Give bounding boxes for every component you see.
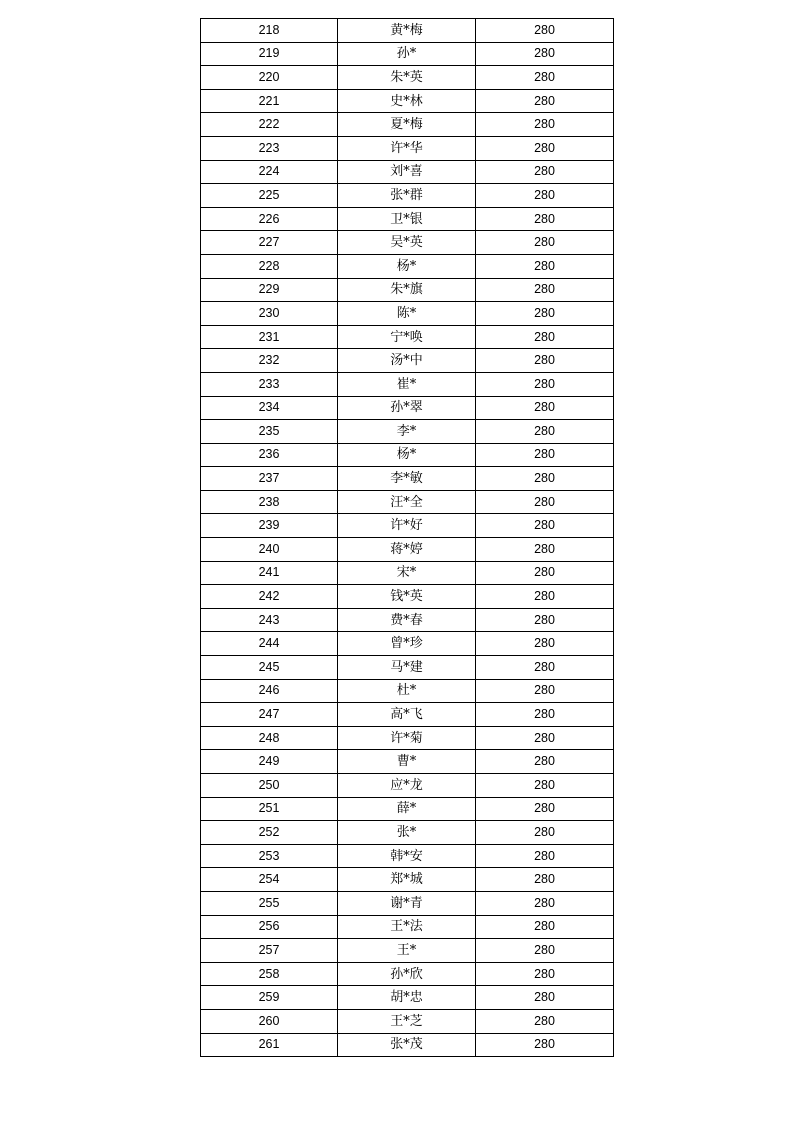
row-number-cell: 221 [201,89,338,113]
recipient-name-cell: 费*春 [338,608,476,632]
recipient-name-cell: 张*茂 [338,1033,476,1057]
recipient-table [200,18,614,1057]
amount-cell: 280 [476,443,614,467]
row-number-cell: 261 [201,1033,338,1057]
recipient-table-body [201,19,614,1057]
amount-cell: 280 [476,939,614,963]
table-row [201,797,614,821]
recipient-name-cell: 曾*珍 [338,632,476,656]
recipient-name-cell: 许*华 [338,136,476,160]
row-number-cell: 244 [201,632,338,656]
recipient-name-cell: 马*建 [338,656,476,680]
amount-cell: 280 [476,325,614,349]
table-row [201,349,614,373]
table-row [201,774,614,798]
recipient-table-container [200,18,613,1057]
recipient-name-cell: 黄*梅 [338,19,476,43]
recipient-name-cell: 蒋*婷 [338,538,476,562]
row-number-cell: 219 [201,42,338,66]
amount-cell: 280 [476,821,614,845]
amount-cell: 280 [476,19,614,43]
recipient-name-cell: 许*菊 [338,726,476,750]
table-row [201,891,614,915]
amount-cell: 280 [476,868,614,892]
table-row [201,750,614,774]
recipient-name-cell: 朱*英 [338,66,476,90]
amount-cell: 280 [476,632,614,656]
recipient-name-cell: 杨* [338,443,476,467]
table-row [201,443,614,467]
row-number-cell: 259 [201,986,338,1010]
recipient-name-cell: 孙*欣 [338,962,476,986]
table-row [201,278,614,302]
row-number-cell: 257 [201,939,338,963]
recipient-name-cell: 王*法 [338,915,476,939]
recipient-name-cell: 孙*翠 [338,396,476,420]
row-number-cell: 218 [201,19,338,43]
table-row [201,986,614,1010]
row-number-cell: 240 [201,538,338,562]
amount-cell: 280 [476,915,614,939]
amount-cell: 280 [476,207,614,231]
row-number-cell: 248 [201,726,338,750]
table-row [201,1009,614,1033]
recipient-name-cell: 杜* [338,679,476,703]
recipient-name-cell: 张* [338,821,476,845]
amount-cell: 280 [476,467,614,491]
row-number-cell: 237 [201,467,338,491]
recipient-name-cell: 宋* [338,561,476,585]
recipient-name-cell: 应*龙 [338,774,476,798]
table-row [201,396,614,420]
amount-cell: 280 [476,372,614,396]
recipient-name-cell: 许*好 [338,514,476,538]
table-row [201,184,614,208]
row-number-cell: 242 [201,585,338,609]
row-number-cell: 235 [201,420,338,444]
table-row [201,89,614,113]
amount-cell: 280 [476,1033,614,1057]
row-number-cell: 256 [201,915,338,939]
row-number-cell: 230 [201,302,338,326]
row-number-cell: 226 [201,207,338,231]
table-row [201,585,614,609]
amount-cell: 280 [476,986,614,1010]
amount-cell: 280 [476,585,614,609]
recipient-name-cell: 崔* [338,372,476,396]
recipient-name-cell: 汤*中 [338,349,476,373]
table-row [201,821,614,845]
row-number-cell: 227 [201,231,338,255]
table-row [201,703,614,727]
row-number-cell: 241 [201,561,338,585]
recipient-name-cell: 王*芝 [338,1009,476,1033]
table-row [201,726,614,750]
amount-cell: 280 [476,514,614,538]
table-row [201,42,614,66]
amount-cell: 280 [476,679,614,703]
recipient-name-cell: 薛* [338,797,476,821]
recipient-name-cell: 张*群 [338,184,476,208]
amount-cell: 280 [476,184,614,208]
recipient-name-cell: 韩*安 [338,844,476,868]
table-row [201,679,614,703]
table-row [201,844,614,868]
row-number-cell: 251 [201,797,338,821]
table-row [201,868,614,892]
table-row [201,136,614,160]
row-number-cell: 253 [201,844,338,868]
amount-cell: 280 [476,254,614,278]
recipient-name-cell: 李*敏 [338,467,476,491]
table-row [201,561,614,585]
amount-cell: 280 [476,608,614,632]
amount-cell: 280 [476,891,614,915]
table-row [201,632,614,656]
table-row [201,962,614,986]
table-row [201,325,614,349]
table-row [201,608,614,632]
amount-cell: 280 [476,396,614,420]
row-number-cell: 232 [201,349,338,373]
row-number-cell: 258 [201,962,338,986]
amount-cell: 280 [476,774,614,798]
amount-cell: 280 [476,703,614,727]
recipient-name-cell: 史*林 [338,89,476,113]
row-number-cell: 249 [201,750,338,774]
row-number-cell: 229 [201,278,338,302]
recipient-name-cell: 王* [338,939,476,963]
recipient-name-cell: 杨* [338,254,476,278]
recipient-name-cell: 刘*喜 [338,160,476,184]
recipient-name-cell: 李* [338,420,476,444]
amount-cell: 280 [476,302,614,326]
row-number-cell: 250 [201,774,338,798]
table-row [201,160,614,184]
amount-cell: 280 [476,844,614,868]
amount-cell: 280 [476,349,614,373]
table-row [201,467,614,491]
recipient-name-cell: 朱*旗 [338,278,476,302]
row-number-cell: 222 [201,113,338,137]
amount-cell: 280 [476,66,614,90]
recipient-name-cell: 夏*梅 [338,113,476,137]
amount-cell: 280 [476,797,614,821]
table-row [201,66,614,90]
row-number-cell: 233 [201,372,338,396]
table-row [201,254,614,278]
table-row [201,113,614,137]
row-number-cell: 220 [201,66,338,90]
recipient-name-cell: 孙* [338,42,476,66]
table-row [201,490,614,514]
row-number-cell: 234 [201,396,338,420]
row-number-cell: 238 [201,490,338,514]
table-row [201,231,614,255]
amount-cell: 280 [476,136,614,160]
amount-cell: 280 [476,1009,614,1033]
table-row [201,514,614,538]
amount-cell: 280 [476,160,614,184]
recipient-name-cell: 宁*唤 [338,325,476,349]
table-row [201,372,614,396]
table-row [201,538,614,562]
row-number-cell: 239 [201,514,338,538]
row-number-cell: 236 [201,443,338,467]
table-row [201,656,614,680]
amount-cell: 280 [476,113,614,137]
table-row [201,1033,614,1057]
row-number-cell: 225 [201,184,338,208]
recipient-name-cell: 谢*青 [338,891,476,915]
table-row [201,207,614,231]
row-number-cell: 255 [201,891,338,915]
row-number-cell: 223 [201,136,338,160]
amount-cell: 280 [476,89,614,113]
amount-cell: 280 [476,42,614,66]
amount-cell: 280 [476,278,614,302]
row-number-cell: 254 [201,868,338,892]
recipient-name-cell: 钱*英 [338,585,476,609]
recipient-name-cell: 吴*英 [338,231,476,255]
table-row [201,302,614,326]
row-number-cell: 224 [201,160,338,184]
row-number-cell: 243 [201,608,338,632]
table-row [201,420,614,444]
recipient-name-cell: 汪*全 [338,490,476,514]
recipient-name-cell: 陈* [338,302,476,326]
amount-cell: 280 [476,561,614,585]
row-number-cell: 246 [201,679,338,703]
table-row [201,915,614,939]
recipient-name-cell: 卫*银 [338,207,476,231]
row-number-cell: 252 [201,821,338,845]
recipient-name-cell: 郑*城 [338,868,476,892]
amount-cell: 280 [476,750,614,774]
table-row [201,939,614,963]
row-number-cell: 228 [201,254,338,278]
recipient-name-cell: 高*飞 [338,703,476,727]
amount-cell: 280 [476,962,614,986]
amount-cell: 280 [476,490,614,514]
amount-cell: 280 [476,656,614,680]
recipient-name-cell: 胡*忠 [338,986,476,1010]
amount-cell: 280 [476,726,614,750]
row-number-cell: 231 [201,325,338,349]
row-number-cell: 260 [201,1009,338,1033]
row-number-cell: 247 [201,703,338,727]
table-row [201,19,614,43]
amount-cell: 280 [476,420,614,444]
amount-cell: 280 [476,538,614,562]
recipient-name-cell: 曹* [338,750,476,774]
amount-cell: 280 [476,231,614,255]
row-number-cell: 245 [201,656,338,680]
